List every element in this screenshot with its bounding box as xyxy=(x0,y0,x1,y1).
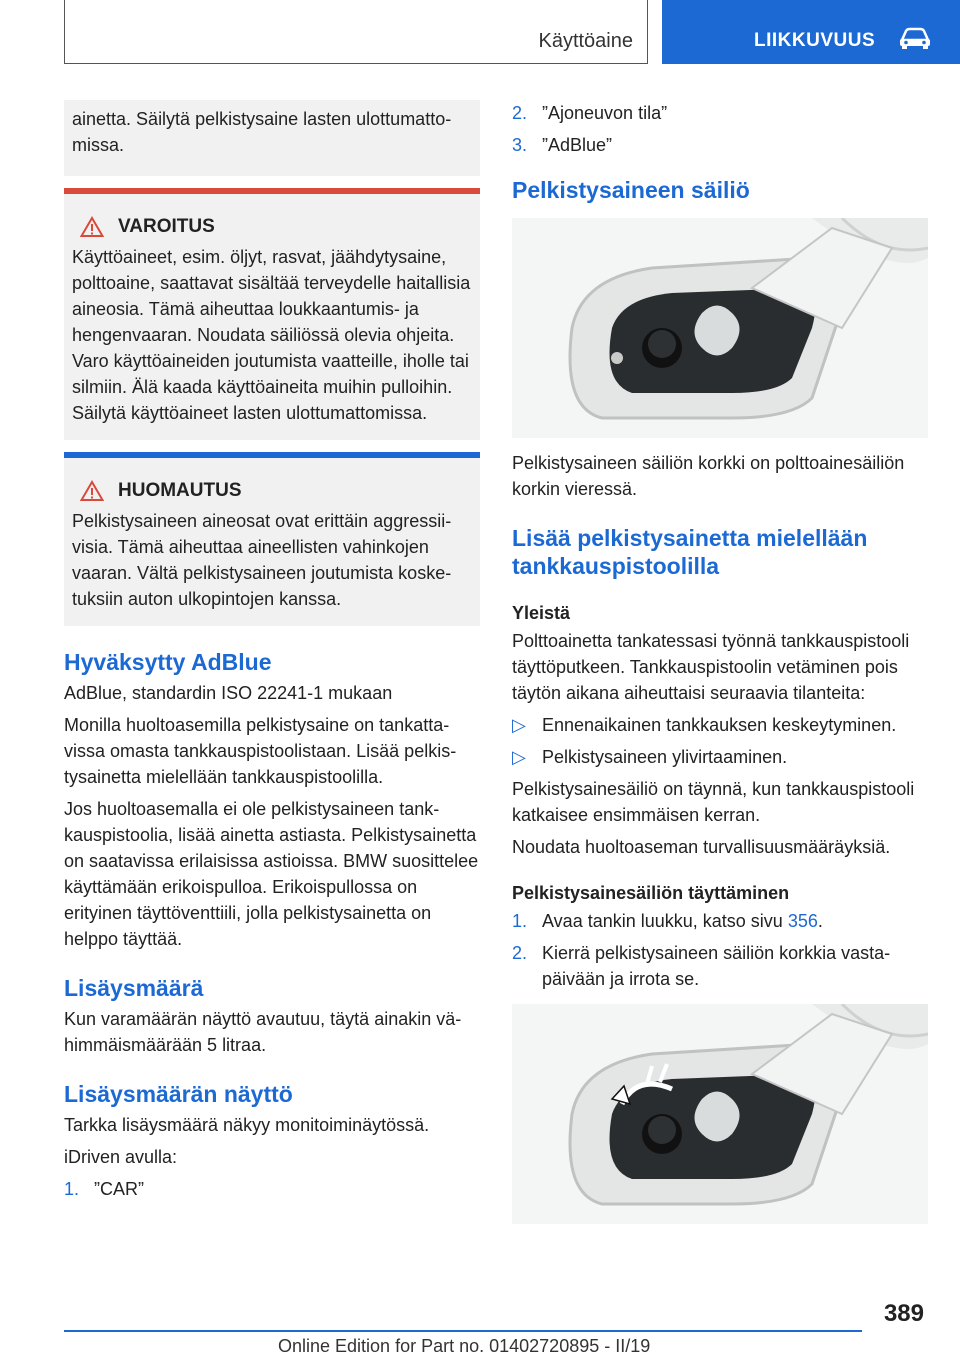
bullet-item xyxy=(512,712,932,738)
warning-text: Käyttöaineet, esim. öljyt, rasvat, jäähdytysaine, polttoaine, saattavat sisältää terveydelle haitallisia aineosia. Tämä aiheuttaa loukkaantumis- ja hengenvaaran. Noudata säiliössä olevia ohjeita. Varo käyttöaineiden joutumista vaatteille, iholle tai silmiin. Älä kaada käyttöaineita muihin pulloihin. Säilytä käyttöaineet lasten ulottumattomissa. xyxy=(72,247,471,423)
left-column xyxy=(64,100,480,1208)
warning-title-text: VAROITUS xyxy=(118,216,215,237)
paragraph: Jos huoltoasemalla ei ole pelkistysaineen tankkauspistoolia, lisää ainetta astiasta. Pelkistysainetta on saatavissa erilaisissa astioissa. BMW suosittelee käyttämään erikoispulloa. Erikoispullossa on erityinen täyttöventtiili, jolla pelkistysainetta on helppo täyttää. xyxy=(64,799,479,949)
tank-cap-open-photo xyxy=(512,1004,928,1224)
right-column xyxy=(512,100,932,1236)
list-text: ”Ajoneuvon tila” xyxy=(542,103,668,123)
list-item xyxy=(512,908,932,934)
heading-tank: Pelkistysaineen säiliö xyxy=(512,177,750,203)
list-item xyxy=(64,1176,480,1202)
tank-cap-illustration xyxy=(512,218,928,438)
list-text: ”AdBlue” xyxy=(542,135,613,155)
list-item xyxy=(512,940,932,992)
list-number: 1. xyxy=(512,911,528,931)
bullet-item xyxy=(512,744,932,770)
list-item xyxy=(512,100,932,126)
header-section-title: Käyttöaine xyxy=(538,30,633,52)
tank-cap-open-illustration xyxy=(512,1004,928,1224)
bullet-text: Pelkistysaineen ylivirtaaminen. xyxy=(542,747,788,767)
page-number: 389 xyxy=(883,1300,924,1327)
warning-triangle-icon xyxy=(80,216,104,238)
paragraph: Monilla huoltoasemilla pelkistysaine on tankattavissa omasta tankkauspistoolistaan. Lisää pelkistysainetta mielellään tankkauspistoolilla. xyxy=(64,715,457,787)
paragraph: Polttoainetta tankatessasi työnnä tankkauspistooli täyttöputkeen. Tankkauspistoolin vetäminen pois täytön aikana aiheuttaisi seuraavia tilanteita: xyxy=(512,631,910,703)
car-icon xyxy=(898,26,932,50)
heading-refill: Lisää pelkistysainetta mielellään tankkauspistoolilla xyxy=(512,525,868,579)
paragraph: Noudata huoltoaseman turvallisuusmääräyksiä. xyxy=(512,837,891,857)
warning-triangle-icon xyxy=(80,480,104,502)
paragraph: Pelkistysainesäiliö on täynnä, kun tankkauspistooli katkaisee ensimmäisen kerran. xyxy=(512,779,915,825)
header-chapter-box xyxy=(662,0,960,64)
list-text: ”CAR” xyxy=(94,1179,144,1199)
paragraph: Tarkka lisäysmäärä näkyy monitoiminäytössä. xyxy=(64,1115,430,1135)
list-number: 2. xyxy=(512,943,528,963)
notice-title xyxy=(72,478,472,504)
continued-box xyxy=(64,100,480,176)
list-number: 2. xyxy=(512,103,528,123)
warning-title xyxy=(72,214,472,240)
bullet-triangle-icon: ▷ xyxy=(512,747,526,767)
paragraph: AdBlue, standardin ISO 22241-1 mukaan xyxy=(64,683,393,703)
heading-amount: Lisäysmäärä xyxy=(64,975,204,1001)
header-section-box xyxy=(64,0,648,64)
bullet-triangle-icon: ▷ xyxy=(512,715,526,735)
list-text xyxy=(542,908,823,934)
continued-text: ainetta. Säilytä pelkistysaine lasten ulottumattomissa. xyxy=(72,109,452,155)
list-text: Kierrä pelkistysaineen säiliön korkkia vastapäivään ja irrota se. xyxy=(542,943,891,989)
notice-box xyxy=(64,452,480,626)
subheading-filling: Pelkistysainesäiliön täyttäminen xyxy=(512,883,790,903)
warning-box xyxy=(64,188,480,440)
notice-title-text: HUOMAUTUS xyxy=(118,480,242,501)
step-end: . xyxy=(817,911,823,931)
list-item xyxy=(512,132,932,158)
page-link[interactable]: 356 xyxy=(787,911,818,931)
notice-text: Pelkistysaineen aineosat ovat erittäin aggressiivisia. Tämä aiheuttaa aineellisten vahinkojen vaaran. Vältä pelkistysaineen joutumista kosketuksiin auton ulkopintojen kanssa. xyxy=(72,511,452,609)
list-number: 1. xyxy=(64,1179,80,1199)
paragraph: iDriven avulla: xyxy=(64,1147,178,1167)
bullet-text: Ennenaikainen tankkauksen keskeytyminen. xyxy=(542,715,897,735)
tank-cap-photo xyxy=(512,218,928,438)
heading-amount-display: Lisäysmäärän näyttö xyxy=(64,1081,293,1107)
step-text: Avaa tankin luukku, katso sivu xyxy=(542,911,788,931)
heading-approved-adblue: Hyväksytty AdBlue xyxy=(64,649,272,675)
photo-caption: Pelkistysaineen säiliön korkki on polttoainesäiliön korkin vieressä. xyxy=(512,453,905,499)
header-chapter-title: LIIKKUVUUS xyxy=(754,30,876,51)
footer-divider xyxy=(64,1330,862,1332)
subheading-general: Yleistä xyxy=(512,603,571,623)
list-number: 3. xyxy=(512,135,528,155)
paragraph: Kun varamäärän näyttö avautuu, täytä ainakin vähimmäismäärään 5 litraa. xyxy=(64,1009,462,1055)
edition-text: Online Edition for Part no. 01402720895 - II/19 xyxy=(278,1336,651,1356)
